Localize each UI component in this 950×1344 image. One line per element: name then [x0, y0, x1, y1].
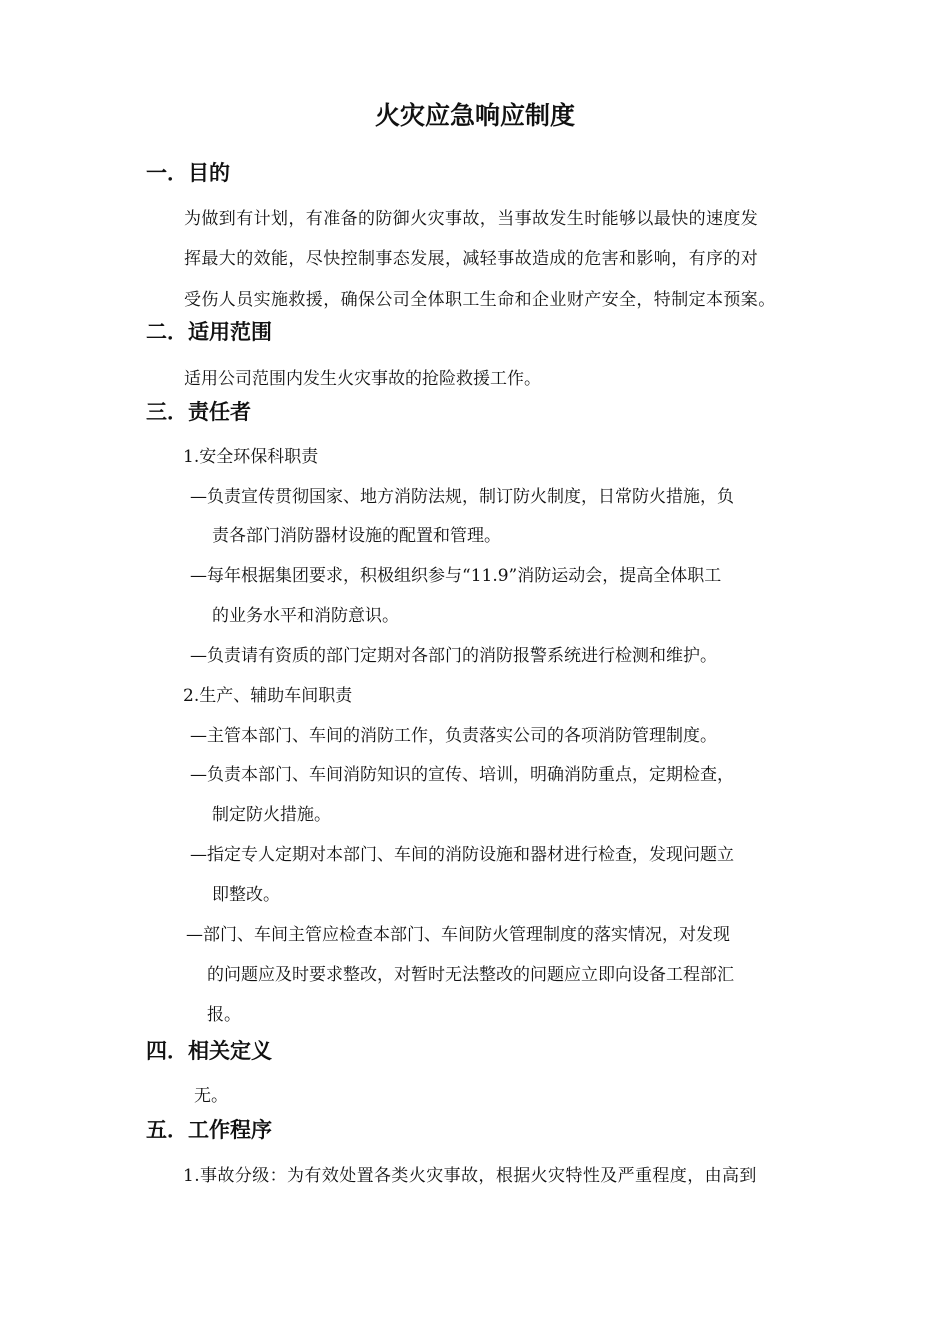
paragraph-line: 挥最大的效能，尽快控制事态发展，减轻事故造成的危害和影响，有序的对	[184, 249, 759, 269]
paragraph-line: 受伤人员实施救援，确保公司全体职工生命和企业财产安全，特制定本预案。	[184, 290, 776, 310]
list-item-continuation: 报。	[207, 1005, 241, 1025]
section-heading-definitions: 四．相关定义	[146, 1039, 272, 1063]
list-item-continuation: 即整改。	[212, 885, 280, 905]
list-item: —负责本部门、车间消防知识的宣传、培训，明确消防重点，定期检查，	[190, 765, 734, 785]
section-heading-purpose: 一．目的	[146, 161, 230, 185]
paragraph-line: 1.事故分级：为有效处置各类火灾事故，根据火灾特性及严重程度，由高到	[183, 1166, 757, 1186]
section-heading-responsible: 三．责任者	[146, 400, 251, 424]
list-item: —主管本部门、车间的消防工作，负责落实公司的各项消防管理制度。	[190, 726, 717, 746]
list-item: —负责宣传贯彻国家、地方消防法规，制订防火制度，日常防火措施，负	[190, 487, 734, 507]
list-item-continuation: 的业务水平和消防意识。	[212, 606, 399, 626]
paragraph-line: 适用公司范围内发生火灾事故的抢险救援工作。	[184, 369, 541, 389]
list-item: —指定专人定期对本部门、车间的消防设施和器材进行检查，发现问题立	[190, 845, 734, 865]
list-item: —每年根据集团要求，积极组织参与“11.9”消防运动会，提高全体职工	[190, 566, 722, 586]
document-title: 火灾应急响应制度	[374, 101, 575, 130]
list-item: —负责请有资质的部门定期对各部门的消防报警系统进行检测和维护。	[190, 646, 717, 666]
paragraph-line: 为做到有计划，有准备的防御火灾事故，当事故发生时能够以最快的速度发	[184, 209, 759, 229]
list-item: —部门、车间主管应检查本部门、车间防火管理制度的落实情况，对发现	[186, 925, 730, 945]
list-item-continuation: 制定防火措施。	[212, 805, 331, 825]
paragraph-line: 无。	[194, 1086, 228, 1106]
subsection-title: 2.生产、辅助车间职责	[183, 686, 353, 706]
subsection-title: 1.安全环保科职责	[183, 447, 319, 467]
section-heading-procedure: 五．工作程序	[146, 1118, 272, 1142]
list-item-continuation: 的问题应及时要求整改，对暂时无法整改的问题应立即向设备工程部汇	[207, 965, 734, 985]
section-heading-scope: 二．适用范围	[146, 320, 272, 344]
list-item-continuation: 责各部门消防器材设施的配置和管理。	[212, 526, 501, 546]
